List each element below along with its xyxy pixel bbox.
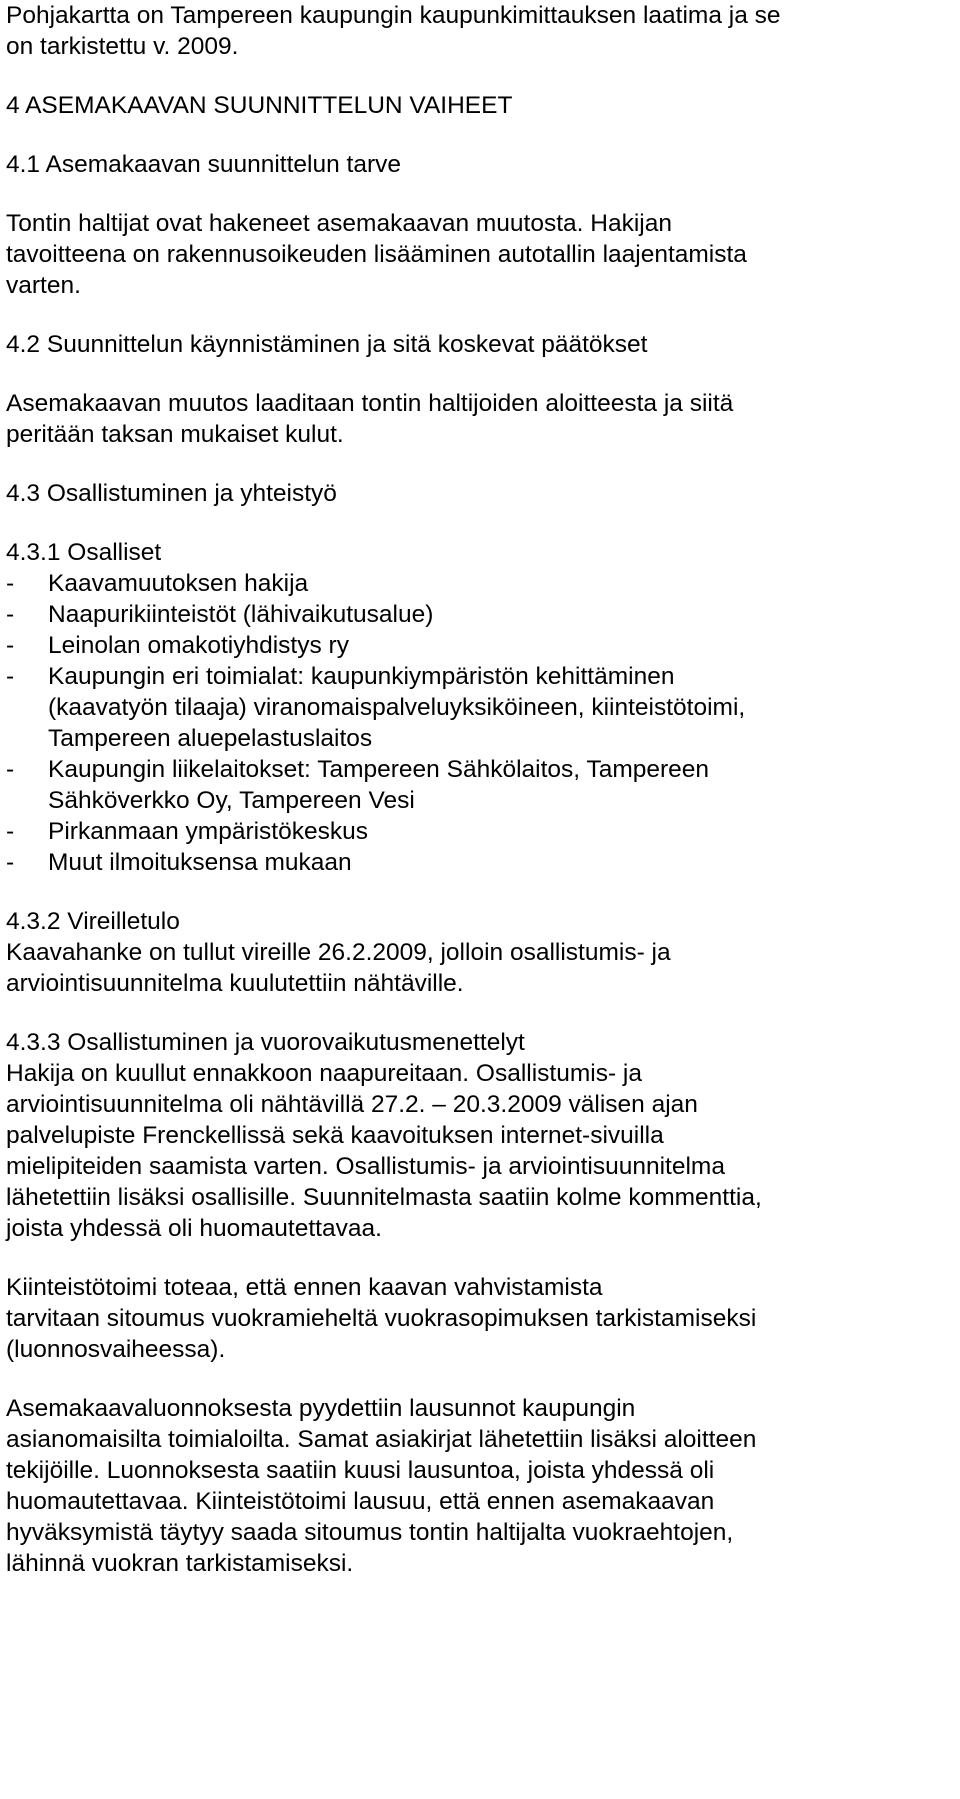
list-dash: -	[6, 663, 15, 690]
list-dash: -	[6, 818, 15, 845]
document-page	[6, 0, 954, 1579]
list-dash: -	[6, 601, 15, 628]
list-item-text: Tampereen aluepelastuslaitos	[48, 725, 373, 752]
section-heading-4-3-2: 4.3.2 Vireilletulo	[6, 908, 180, 935]
paragraph-4-2	[6, 388, 954, 450]
list-item-text: Leinolan omakotiyhdistys ry	[48, 632, 349, 659]
list-item-text: Kaupungin liikelaitokset: Tampereen Sähkölaitos, Tampereen	[48, 756, 710, 783]
list-item	[6, 754, 954, 816]
text-line: arviointisuunnitelma oli nähtävillä 27.2. – 20.3.2009 välisen ajan	[6, 1091, 698, 1118]
section-heading-4-3-1: 4.3.1 Osalliset	[6, 539, 162, 566]
list-dash: -	[6, 849, 15, 876]
intro-paragraph	[6, 0, 954, 62]
text-line: asianomaisilta toimialoilta. Samat asiakirjat lähetettiin lisäksi aloitteen	[6, 1426, 757, 1453]
list-item-text: Muut ilmoituksensa mukaan	[48, 849, 352, 876]
text-line: lähetettiin lisäksi osallisille. Suunnitelmasta saatiin kolme kommenttia,	[6, 1184, 762, 1211]
paragraph-4-3-2	[6, 937, 954, 999]
text-line: hyväksymistä täytyy saada sitoumus tontin haltijalta vuokraehtojen,	[6, 1519, 734, 1546]
section-heading-4: 4 ASEMAKAAVAN SUUNNITTELUN VAIHEET	[6, 92, 513, 119]
text-line: Kiinteistötoimi toteaa, että ennen kaavan vahvistamista	[6, 1274, 603, 1301]
text-line: Hakija on kuullut ennakkoon naapureitaan. Osallistumis- ja	[6, 1060, 642, 1087]
text-line: joista yhdessä oli huomautettavaa.	[6, 1215, 382, 1242]
text-line: tavoitteena on rakennusoikeuden lisääminen autotallin laajentamista	[6, 241, 747, 268]
text-line: Kaavahanke on tullut vireille 26.2.2009, jolloin osallistumis- ja	[6, 939, 671, 966]
paragraph-4-3-3	[6, 1058, 954, 1244]
list-item	[6, 568, 954, 599]
list-item	[6, 630, 954, 661]
text-line: Pohjakartta on Tampereen kaupungin kaupunkimittauksen laatima ja se	[6, 2, 781, 29]
paragraph-lausunnot	[6, 1393, 954, 1579]
section-heading-4-2: 4.2 Suunnittelun käynnistäminen ja sitä koskevat päätökset	[6, 331, 648, 358]
text-line: peritään taksan mukaiset kulut.	[6, 421, 344, 448]
list-item	[6, 661, 954, 754]
text-line: tekijöille. Luonnoksesta saatiin kuusi lausuntoa, joista yhdessä oli	[6, 1457, 715, 1484]
list-item	[6, 599, 954, 630]
text-line: Asemakaavaluonnoksesta pyydettiin lausunnot kaupungin	[6, 1395, 636, 1422]
text-line: on tarkistettu v. 2009.	[6, 33, 239, 60]
text-line: lähinnä vuokran tarkistamiseksi.	[6, 1550, 354, 1577]
list-item	[6, 847, 954, 878]
text-line: huomautettavaa. Kiinteistötoimi lausuu, että ennen asemakaavan	[6, 1488, 715, 1515]
text-line: tarvitaan sitoumus vuokramieheltä vuokrasopimuksen tarkistamiseksi	[6, 1305, 757, 1332]
section-heading-4-3: 4.3 Osallistuminen ja yhteistyö	[6, 480, 337, 507]
list-item-text: Sähköverkko Oy, Tampereen Vesi	[48, 787, 415, 814]
list-item-text: Kaupungin eri toimialat: kaupunkiympäristön kehittäminen	[48, 663, 675, 690]
text-line: varten.	[6, 272, 81, 299]
text-line: arviointisuunnitelma kuulutettiin nähtäville.	[6, 970, 464, 997]
list-item-text: Naapurikiinteistöt (lähivaikutusalue)	[48, 601, 434, 628]
list-dash: -	[6, 756, 15, 783]
text-line: palvelupiste Frenckellissä sekä kaavoituksen internet-sivuilla	[6, 1122, 664, 1149]
stakeholder-list	[6, 568, 954, 878]
section-heading-4-3-3: 4.3.3 Osallistuminen ja vuorovaikutusmenettelyt	[6, 1029, 525, 1056]
text-line: mielipiteiden saamista varten. Osallistumis- ja arviointisuunnitelma	[6, 1153, 725, 1180]
text-line: (luonnosvaiheessa).	[6, 1336, 226, 1363]
text-line: Tontin haltijat ovat hakeneet asemakaavan muutosta. Hakijan	[6, 210, 672, 237]
text-line: Asemakaavan muutos laaditaan tontin haltijoiden aloitteesta ja siitä	[6, 390, 734, 417]
paragraph-kiinteistotoimi	[6, 1272, 954, 1365]
list-item-text: Pirkanmaan ympäristökeskus	[48, 818, 368, 845]
list-item-text: (kaavatyön tilaaja) viranomaispalveluyksiköineen, kiinteistötoimi,	[48, 694, 746, 721]
list-dash: -	[6, 632, 15, 659]
list-item-text: Kaavamuutoksen hakija	[48, 570, 309, 597]
list-item	[6, 816, 954, 847]
section-heading-4-1: 4.1 Asemakaavan suunnittelun tarve	[6, 151, 401, 178]
paragraph-4-1	[6, 208, 954, 301]
list-dash: -	[6, 570, 15, 597]
